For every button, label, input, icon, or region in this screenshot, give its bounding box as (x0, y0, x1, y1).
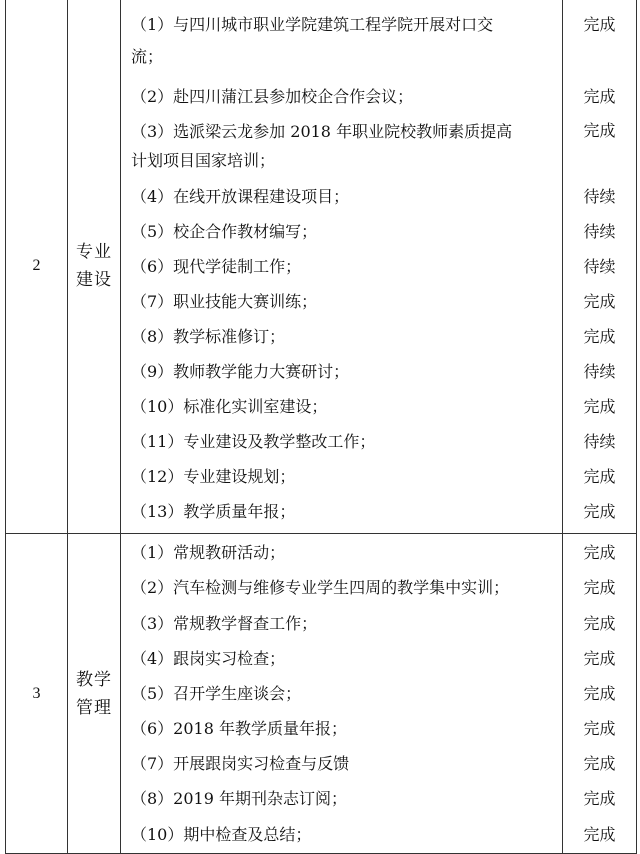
category-line: 建设 (76, 270, 112, 290)
task-item: （4）跟岗实习检查； (131, 648, 286, 668)
task-list (121, 534, 563, 854)
section-category (68, 0, 121, 534)
task-item-continuation: 计划项目国家培训； (131, 150, 276, 170)
category-line: 教学 (76, 669, 112, 690)
status-value: 完成 (583, 501, 616, 521)
status-value: 完成 (583, 789, 616, 809)
task-item: （5）召开学生座谈会； (131, 683, 302, 703)
task-item: （6）现代学徒制工作； (131, 256, 302, 276)
status-value: 完成 (583, 648, 616, 668)
status-value: 待续 (583, 361, 616, 381)
category-line: 专业 (76, 242, 112, 262)
task-item: （3）常规教学督查工作； (131, 613, 318, 633)
status-value: 待续 (583, 221, 616, 241)
status-value: 完成 (583, 719, 616, 739)
task-item: （13）教学质量年报； (131, 501, 296, 521)
status-value: 完成 (583, 754, 616, 774)
task-item: （7）开展跟岗实习检查与反馈 (131, 754, 350, 774)
status-value: 完成 (583, 466, 616, 486)
status-value: 完成 (583, 86, 616, 106)
task-item-continuation: 流； (131, 46, 164, 66)
task-item: （1）常规教研活动； (131, 543, 286, 563)
task-item: （3）选派梁云龙参加 2018 年职业院校教师素质提高 (131, 121, 513, 141)
status-value: 完成 (583, 824, 616, 844)
task-item: （8）2019 年期刊杂志订阅； (131, 789, 347, 809)
task-item: （5）校企合作教材编写； (131, 221, 318, 241)
status-column (563, 534, 637, 854)
task-item: （11）专业建设及教学整改工作； (131, 431, 376, 451)
task-item: （6）2018 年教学质量年报； (131, 719, 347, 739)
status-value: 完成 (583, 14, 616, 34)
task-list (121, 0, 563, 534)
work-summary-table (5, 0, 637, 854)
task-item: （12）专业建设规划； (131, 466, 296, 486)
status-value: 待续 (583, 431, 616, 451)
section-category (68, 534, 121, 854)
task-item: （2）汽车检测与维修专业学生四周的教学集中实训； (131, 578, 510, 598)
task-item: （10）期中检查及总结； (131, 824, 312, 844)
category-line: 管理 (76, 697, 112, 718)
status-value: 完成 (583, 613, 616, 633)
status-value: 完成 (583, 326, 616, 346)
task-item: （9）教师教学能力大赛研讨； (131, 361, 350, 381)
task-item: （1）与四川城市职业学院建筑工程学院开展对口交 (131, 14, 494, 34)
status-value: 待续 (583, 186, 616, 206)
status-value: 完成 (583, 120, 616, 140)
status-value: 待续 (583, 256, 616, 276)
task-item: （8）教学标准修订； (131, 326, 286, 346)
section-row-3 (6, 534, 637, 854)
section-number: 2 (6, 0, 68, 534)
status-column (563, 0, 637, 534)
task-item: （2）赴四川蒲江县参加校企合作会议； (131, 86, 414, 106)
status-value: 完成 (583, 578, 616, 598)
section-row-2 (6, 0, 637, 534)
task-item: （10）标准化实训室建设； (131, 396, 328, 416)
status-value: 完成 (583, 543, 616, 563)
task-item: （7）职业技能大赛训练； (131, 291, 318, 311)
task-item: （4）在线开放课程建设项目； (131, 186, 350, 206)
status-value: 完成 (583, 683, 616, 703)
section-number: 3 (6, 534, 68, 854)
status-value: 完成 (583, 396, 616, 416)
status-value: 完成 (583, 291, 616, 311)
